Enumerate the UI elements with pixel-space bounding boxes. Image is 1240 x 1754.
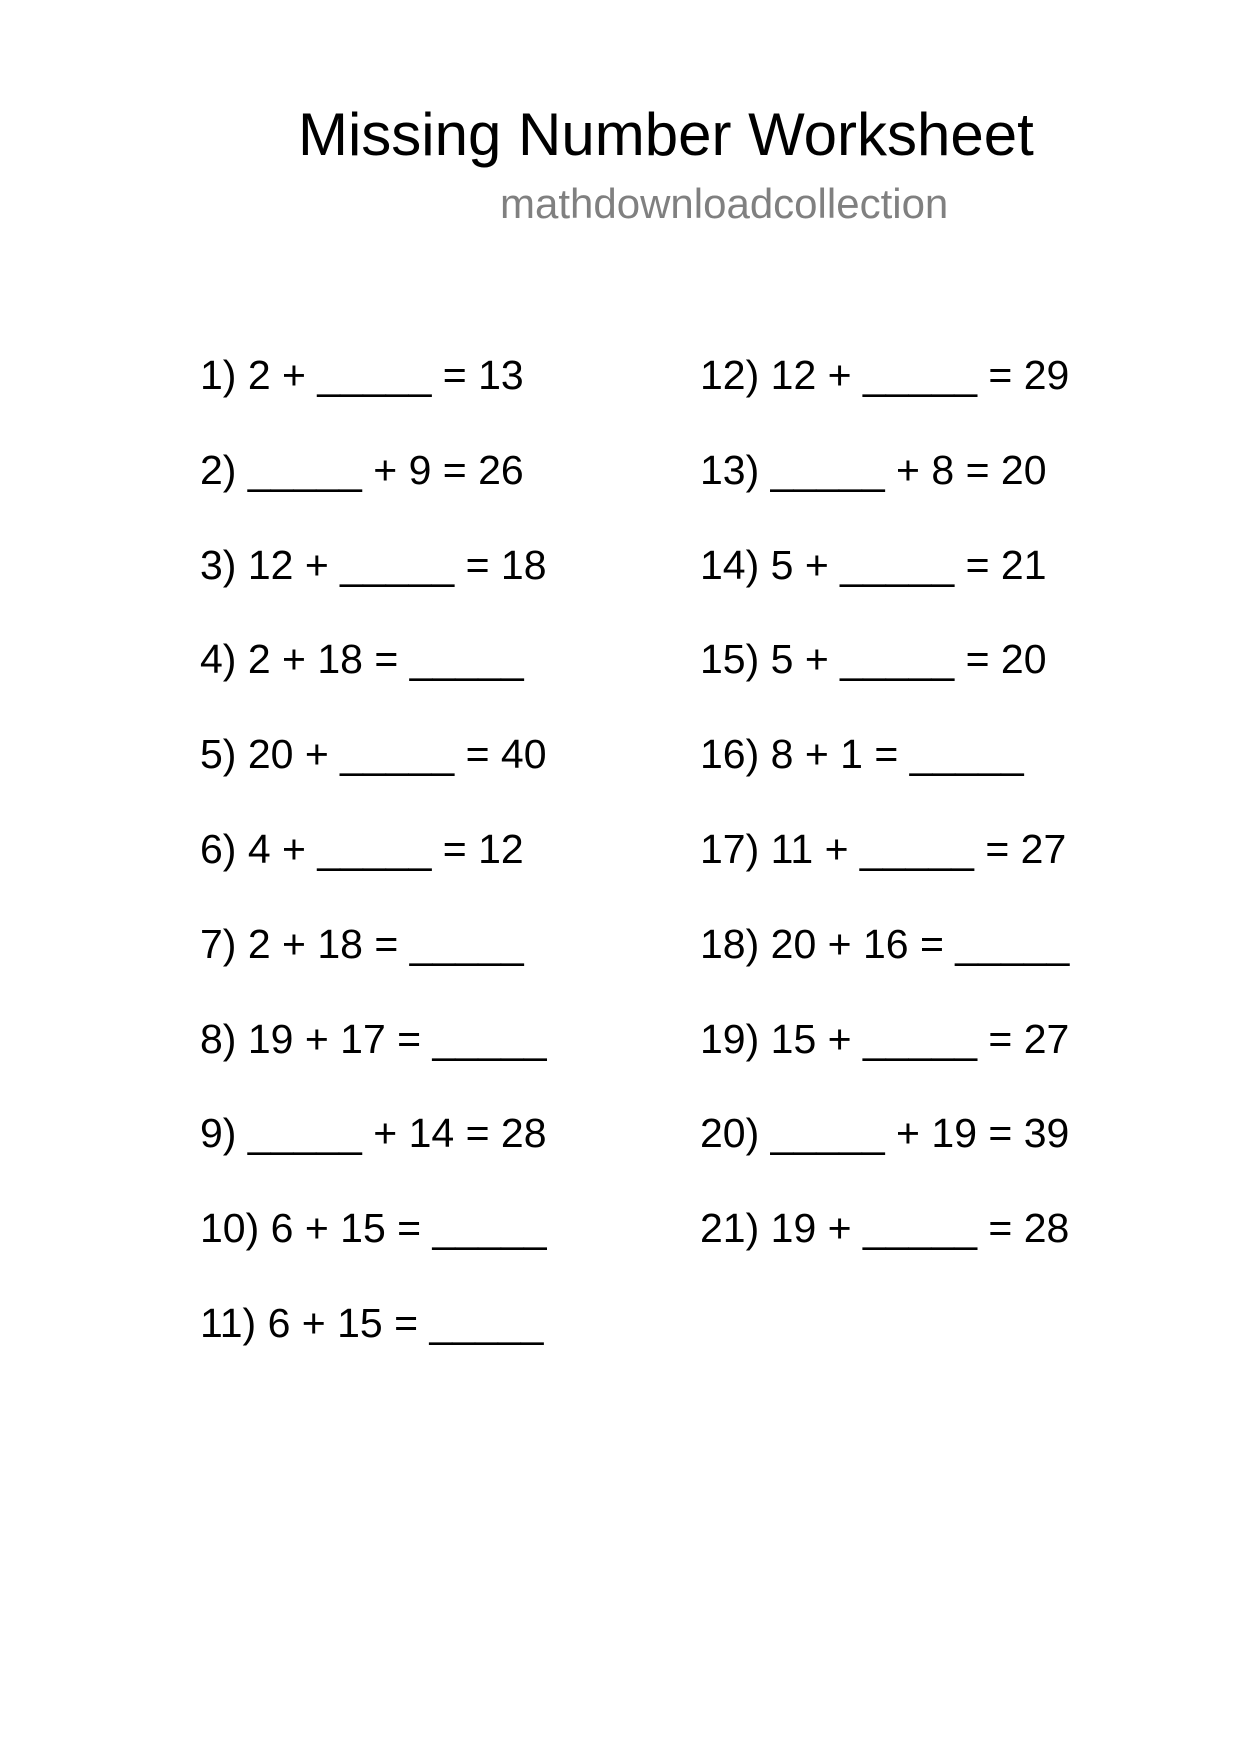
worksheet-title: Missing Number Worksheet (298, 101, 1034, 168)
problem-17: 17) 11 + _____ = 27 (700, 825, 1067, 872)
problem-7: 7) 2 + 18 = _____ (200, 920, 524, 967)
problem-11: 11) 6 + 15 = _____ (200, 1299, 544, 1346)
problem-3: 3) 12 + _____ = 18 (200, 541, 547, 588)
problem-6: 6) 4 + _____ = 12 (200, 825, 524, 872)
problem-12: 12) 12 + _____ = 29 (700, 352, 1070, 398)
problem-4: 4) 2 + 18 = _____ (200, 636, 524, 683)
problem-8: 8) 19 + 17 = _____ (200, 1015, 547, 1062)
problem-15: 15) 5 + _____ = 20 (700, 636, 1047, 683)
problem-19: 19) 15 + _____ = 27 (700, 1015, 1070, 1062)
problem-10: 10) 6 + 15 = _____ (200, 1205, 547, 1252)
problem-21: 21) 19 + _____ = 28 (700, 1205, 1070, 1252)
worksheet-source: mathdownloadcollection (500, 180, 949, 227)
problems-left-column (200, 328, 547, 1371)
problems-right-column (700, 328, 1069, 1276)
problem-2: 2) _____ + 9 = 26 (200, 446, 524, 493)
problem-20: 20) _____ + 19 = 39 (700, 1110, 1070, 1157)
problem-14: 14) 5 + _____ = 21 (700, 541, 1047, 588)
problem-16: 16) 8 + 1 = _____ (700, 731, 1024, 778)
problem-18: 18) 20 + 16 = _____ (700, 920, 1070, 967)
problem-13: 13) _____ + 8 = 20 (700, 446, 1047, 493)
problem-9: 9) _____ + 14 = 28 (200, 1110, 547, 1157)
problem-5: 5) 20 + _____ = 40 (200, 731, 547, 778)
problem-1: 1) 2 + _____ = 13 (200, 352, 524, 398)
